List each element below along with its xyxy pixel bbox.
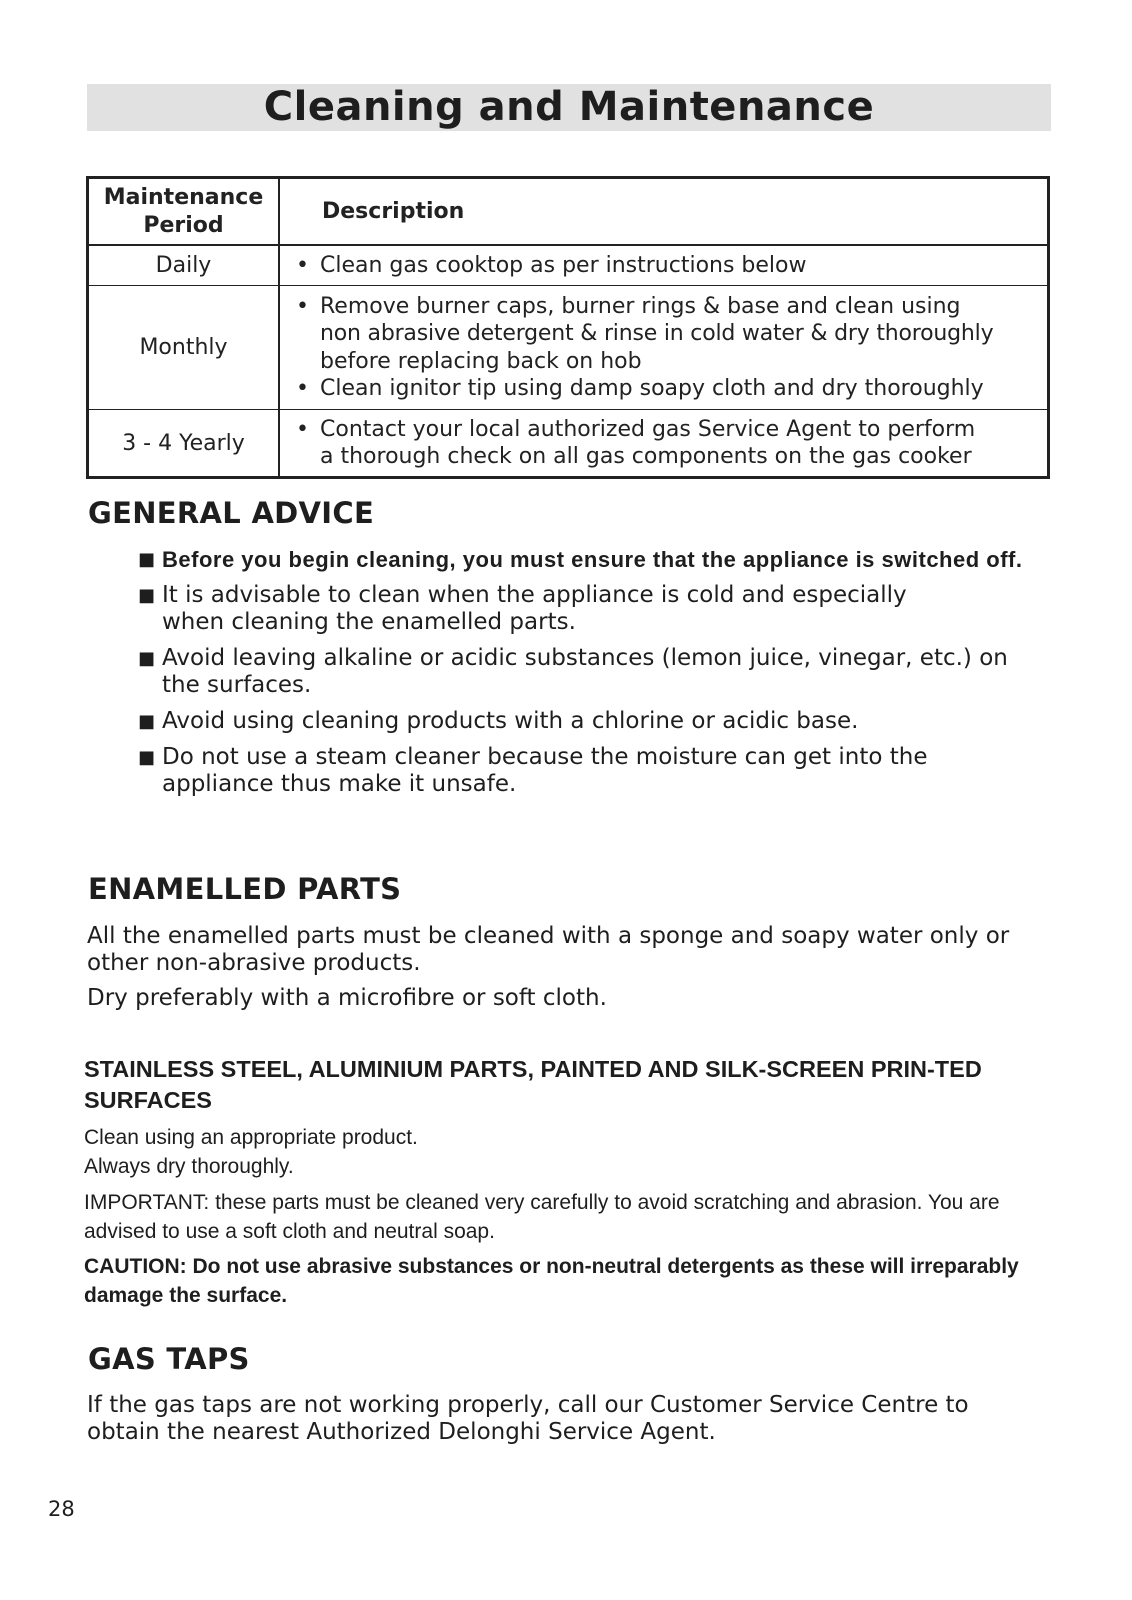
description-cell [279, 286, 1049, 410]
bullet-dot: • [296, 416, 309, 442]
description-line: before replacing back on hob [320, 348, 642, 374]
list-item [138, 546, 1028, 573]
stainless-line-1: Clean using an appropriate product. [84, 1126, 418, 1149]
list-item [296, 375, 1047, 403]
description-cell [279, 245, 1049, 286]
advice-text: It is advisable to clean when the appliance is cold and especially when cleaning the enamelled parts. [162, 582, 907, 635]
bullet-dot: • [296, 376, 309, 401]
maintenance-table [86, 176, 1050, 479]
stainless-heading: STAINLESS STEEL, ALUMINIUM PARTS, PAINTED AND SILK-SCREEN PRIN-TED SURFACES [84, 1056, 982, 1113]
table-header-row [88, 178, 1049, 246]
enamelled-para-1: All the enamelled parts must be cleaned with a sponge and soapy water only or other non-abrasive products. [87, 923, 1010, 976]
table-row [88, 245, 1049, 286]
header-period-line2: Period [143, 212, 224, 238]
list-item [138, 744, 1028, 798]
period-cell: Daily [88, 245, 280, 286]
description-line: a thorough check on all gas components on the gas cooker [320, 444, 972, 469]
header-period-line1: Maintenance [103, 184, 264, 210]
general-advice-list [138, 546, 1028, 807]
page-title: Cleaning and Maintenance [263, 84, 875, 130]
list-item [138, 645, 1028, 699]
advice-text: Do not use a steam cleaner because the moisture can get into the appliance thus make it unsafe. [162, 744, 928, 797]
bullet-dot: • [296, 293, 309, 319]
advice-text: Before you begin cleaning, you must ensure that the appliance is switched off. [162, 547, 1023, 572]
stainless-important: IMPORTANT: these parts must be cleaned very carefully to avoid scratching and abrasion. You are advised to use a soft cloth and neutral soap. [84, 1191, 1000, 1243]
advice-text: Avoid leaving alkaline or acidic substances (lemon juice, vinegar, etc.) on the surfaces. [162, 645, 1008, 698]
description-cell [279, 410, 1049, 478]
description-text [320, 293, 1047, 376]
gas-taps-heading: GAS TAPS [88, 1342, 250, 1376]
period-cell: 3 - 4 Yearly [88, 410, 280, 478]
description-text: Clean ignitor tip using damp soapy cloth and dry thoroughly [320, 376, 984, 401]
title-bar [87, 84, 1051, 131]
description-text [320, 416, 1047, 471]
header-period [88, 178, 280, 246]
list-item [296, 416, 1047, 471]
enamelled-para-2: Dry preferably with a microfibre or soft cloth. [87, 985, 607, 1011]
square-bullet-icon: ■ [138, 711, 156, 732]
list-item [138, 708, 1028, 735]
description-line: non abrasive detergent & rinse in cold water & dry thoroughly [320, 321, 994, 346]
gas-taps-para: If the gas taps are not working properly, call our Customer Service Centre to obtain the nearest Authorized Delonghi Service Agent. [87, 1392, 969, 1445]
square-bullet-icon: ■ [138, 648, 156, 669]
table-row [88, 410, 1049, 478]
header-description: Description [279, 178, 1049, 246]
list-item [296, 293, 1047, 376]
list-item [138, 582, 1028, 636]
stainless-line-2: Always dry thoroughly. [84, 1155, 294, 1178]
advice-text: Avoid using cleaning products with a chlorine or acidic base. [162, 708, 859, 734]
stainless-caution: CAUTION: Do not use abrasive substances or non-neutral detergents as these will irreparably damage the surface. [84, 1255, 1019, 1307]
period-cell: Monthly [88, 286, 280, 410]
description-text: Clean gas cooktop as per instructions below [320, 252, 807, 278]
square-bullet-icon: ■ [138, 585, 156, 606]
description-line: Contact your local authorized gas Service Agent to perform [320, 416, 976, 442]
general-advice-heading: GENERAL ADVICE [88, 496, 375, 530]
enamelled-parts-heading: ENAMELLED PARTS [88, 872, 402, 906]
description-line: Remove burner caps, burner rings & base and clean using [320, 293, 961, 319]
square-bullet-icon: ■ [138, 747, 156, 768]
square-bullet-icon: ■ [138, 549, 156, 570]
bullet-dot: • [296, 252, 309, 278]
table-row [88, 286, 1049, 410]
list-item [296, 252, 1047, 280]
page-number: 28 [48, 1497, 75, 1521]
